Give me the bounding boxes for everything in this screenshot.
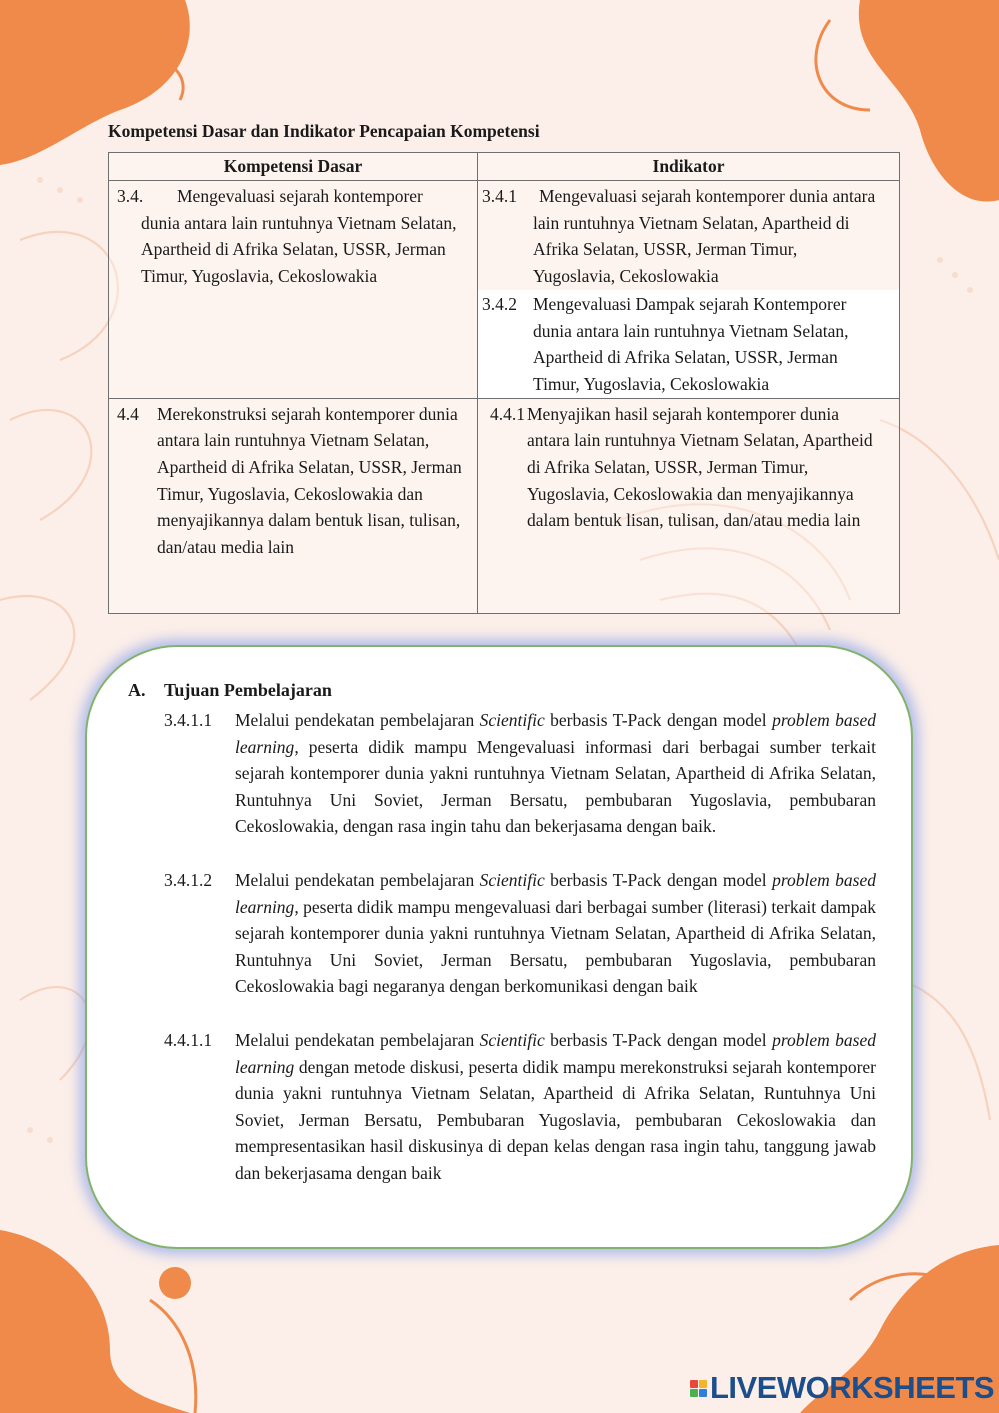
kd-item bbox=[117, 183, 469, 290]
kd-number: 4.4 bbox=[117, 403, 139, 424]
section-heading bbox=[128, 680, 332, 701]
indicator-text: Menyajikan hasil sejarah kontemporer dunia antara lain runtuhnya Vietnam Selatan, Apartheid di Afrika Selatan, USSR, Jerman Timur, Yugoslavia, Cekoslowakia dan menyajikannya dalam bentuk lisan, tulisan, dan/atau media lain bbox=[527, 403, 873, 531]
objective-number: 3.4.1.2 bbox=[164, 870, 213, 890]
competency-table bbox=[108, 152, 900, 614]
objective-item bbox=[164, 1027, 876, 1187]
objective-item bbox=[164, 707, 876, 840]
kd-text: Mengevaluasi sejarah kontemporer dunia antara lain runtuhnya Vietnam Selatan, Apartheid di Afrika Selatan, USSR, Jerman Timur, Yugoslavia, Cekoslowakia bbox=[141, 186, 457, 287]
header-kompetensi-dasar: Kompetensi Dasar bbox=[109, 153, 478, 181]
indicator-text: Mengevaluasi sejarah kontemporer dunia antara lain runtuhnya Vietnam Selatan, Apartheid di Afrika Selatan, USSR, Jerman Timur, Yugoslavia, Cekoslowakia bbox=[533, 186, 876, 287]
table-row bbox=[109, 398, 900, 613]
indicator-text: Mengevaluasi Dampak sejarah Kontemporer dunia antara lain runtuhnya Vietnam Selatan, Apartheid di Afrika Selatan, USSR, Jerman Timur, Yugoslavia, Cekoslowakia bbox=[533, 293, 849, 394]
section-letter: A. bbox=[128, 680, 146, 700]
kd-number: 3.4. bbox=[117, 186, 144, 206]
indicator-item bbox=[490, 401, 883, 535]
indicator-item bbox=[478, 181, 899, 290]
liveworksheets-logo bbox=[690, 1372, 994, 1404]
objective-text: Melalui pendekatan pembelajaran Scientific berbasis T-Pack dengan model problem based learning, peserta didik mampu Mengevaluasi informasi dari berbagai sumber terkait sejarah kontemporer dunia yakni runtuhnya Vietnam Selatan, Apartheid di Afrika Selatan, Runtuhnya Uni Soviet, Jerman Bersatu, pembubaran Yugoslavia, pembubaran Cekoslowakia, dengan rasa ingin tahu dan bekerjasama dengan baik. bbox=[235, 710, 877, 837]
indicator-number: 3.4.2 bbox=[482, 293, 517, 314]
kd-cell bbox=[109, 398, 478, 613]
objective-number: 4.4.1.1 bbox=[164, 1030, 213, 1050]
table-header-row bbox=[109, 153, 900, 181]
header-indikator: Indikator bbox=[478, 153, 900, 181]
indicator-cell bbox=[478, 181, 900, 399]
kd-item bbox=[117, 401, 469, 561]
kd-cell bbox=[109, 181, 478, 399]
liveworksheets-mark-icon bbox=[690, 1380, 707, 1397]
table-row bbox=[109, 181, 900, 399]
indicator-number: 4.4.1 bbox=[490, 403, 525, 424]
objective-item bbox=[164, 867, 876, 1000]
logo-text: LIVEWORKSHEETS bbox=[710, 1370, 995, 1405]
indicator-cell bbox=[478, 398, 900, 613]
objective-text: Melalui pendekatan pembelajaran Scientific berbasis T-Pack dengan model problem based learning dengan metode diskusi, peserta didik mampu merekonstruksi sejarah kontemporer dunia yakni runtuhnya Vietnam Selatan, Apartheid di Afrika Selatan, Runtuhnya Uni Soviet, Jerman Bersatu, Pembubaran Yugoslavia, pembubaran Cekoslowakia dan mempresentasikan hasil diskusinya di depan kelas dengan rasa ingin tahu, tanggung jawab dan bekerjasama dengan baik bbox=[235, 1030, 877, 1183]
section-title: Tujuan Pembelajaran bbox=[164, 680, 332, 700]
kd-text: Merekonstruksi sejarah kontemporer dunia antara lain runtuhnya Vietnam Selatan, Apartheid di Afrika Selatan, USSR, Jerman Timur, Yugoslavia, Cekoslowakia dan menyajikannya dalam bentuk lisan, tulisan, dan/atau media lain bbox=[157, 403, 462, 558]
objective-text: Melalui pendekatan pembelajaran Scientific berbasis T-Pack dengan model problem based learning, peserta didik mampu mengevaluasi dari berbagai sumber (literasi) terkait dampak sejarah kontemporer dunia yakni runtuhnya Vietnam Selatan, Apartheid di Afrika Selatan, Runtuhnya Uni Soviet, Jerman Bersatu, pembubaran Yugoslavia, pembubaran Cekoslowakia bagi negaranya dengan berkomunikasi dengan baik bbox=[235, 870, 877, 997]
page-title: Kompetensi Dasar dan Indikator Pencapaian Kompetensi bbox=[108, 121, 540, 141]
indicator-number: 3.4.1 bbox=[482, 186, 517, 206]
indicator-item bbox=[478, 290, 899, 398]
objective-number: 3.4.1.1 bbox=[164, 710, 213, 730]
